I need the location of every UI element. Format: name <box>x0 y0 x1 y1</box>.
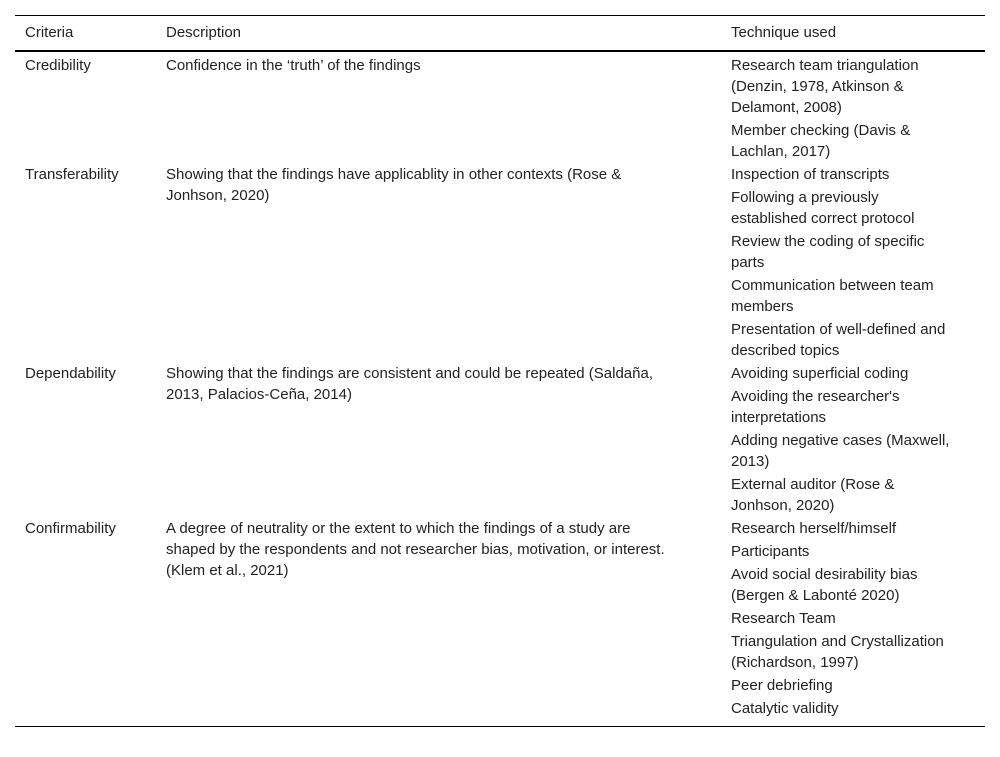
technique-cell <box>721 51 985 164</box>
technique-item: Avoiding superficial coding <box>731 365 909 382</box>
description-cell <box>156 164 721 363</box>
technique-item: Communication between team members <box>731 277 934 315</box>
technique-item: Participants <box>731 543 810 560</box>
technique-item: Adding negative cases (Maxwell, 2013) <box>731 432 950 470</box>
technique-item: Avoiding the researcher's interpretations <box>731 388 900 426</box>
criteria-cell: Credibility <box>25 57 91 74</box>
technique-item: Research herself/himself <box>731 520 897 537</box>
description-text: Showing that the findings are consistent and could be repeated (Saldaña, 2013, Palacios-Ceña, 2014) <box>166 365 654 403</box>
table-row <box>15 164 985 363</box>
technique-item: External auditor (Rose & Jonhson, 2020) <box>731 476 895 514</box>
table-row <box>15 51 985 164</box>
description-cell <box>156 51 721 164</box>
technique-cell <box>721 518 985 727</box>
criteria-cell: Dependability <box>25 365 116 382</box>
technique-item: Following a previously established correct protocol <box>731 189 915 227</box>
description-cell <box>156 518 721 727</box>
technique-item: Research Team <box>731 610 836 627</box>
description-text: Showing that the findings have applicablity in other contexts (Rose & Jonhson, 2020) <box>166 166 622 204</box>
table-header-row <box>15 16 985 52</box>
table-row <box>15 518 985 727</box>
description-cell <box>156 363 721 518</box>
technique-cell <box>721 363 985 518</box>
technique-item: Member checking (Davis & Lachlan, 2017) <box>731 122 911 160</box>
criteria-cell: Transferability <box>25 166 119 183</box>
criteria-cell: Confirmability <box>25 520 116 537</box>
technique-item: Peer debriefing <box>731 677 833 694</box>
technique-item: Inspection of transcripts <box>731 166 890 183</box>
description-text: Confidence in the ‘truth’ of the findings <box>166 57 421 74</box>
technique-item: Catalytic validity <box>731 700 839 717</box>
header-description: Description <box>166 24 242 41</box>
technique-item: Triangulation and Crystallization (Richardson, 1997) <box>731 633 944 671</box>
description-text: A degree of neutrality or the extent to which the findings of a study are shaped by the respondents and not researcher bias, motivation, or interest. (Klem et al., 2021) <box>166 520 665 579</box>
table-row <box>15 363 985 518</box>
technique-item: Avoid social desirability bias (Bergen & Labonté 2020) <box>731 566 918 604</box>
header-criteria: Criteria <box>25 24 74 41</box>
technique-item: Presentation of well-defined and described topics <box>731 321 946 359</box>
technique-item: Research team triangulation (Denzin, 1978, Atkinson & Delamont, 2008) <box>731 57 919 116</box>
technique-item: Review the coding of specific parts <box>731 233 925 271</box>
technique-cell <box>721 164 985 363</box>
header-technique: Technique used <box>731 24 837 41</box>
criteria-table <box>15 15 985 727</box>
